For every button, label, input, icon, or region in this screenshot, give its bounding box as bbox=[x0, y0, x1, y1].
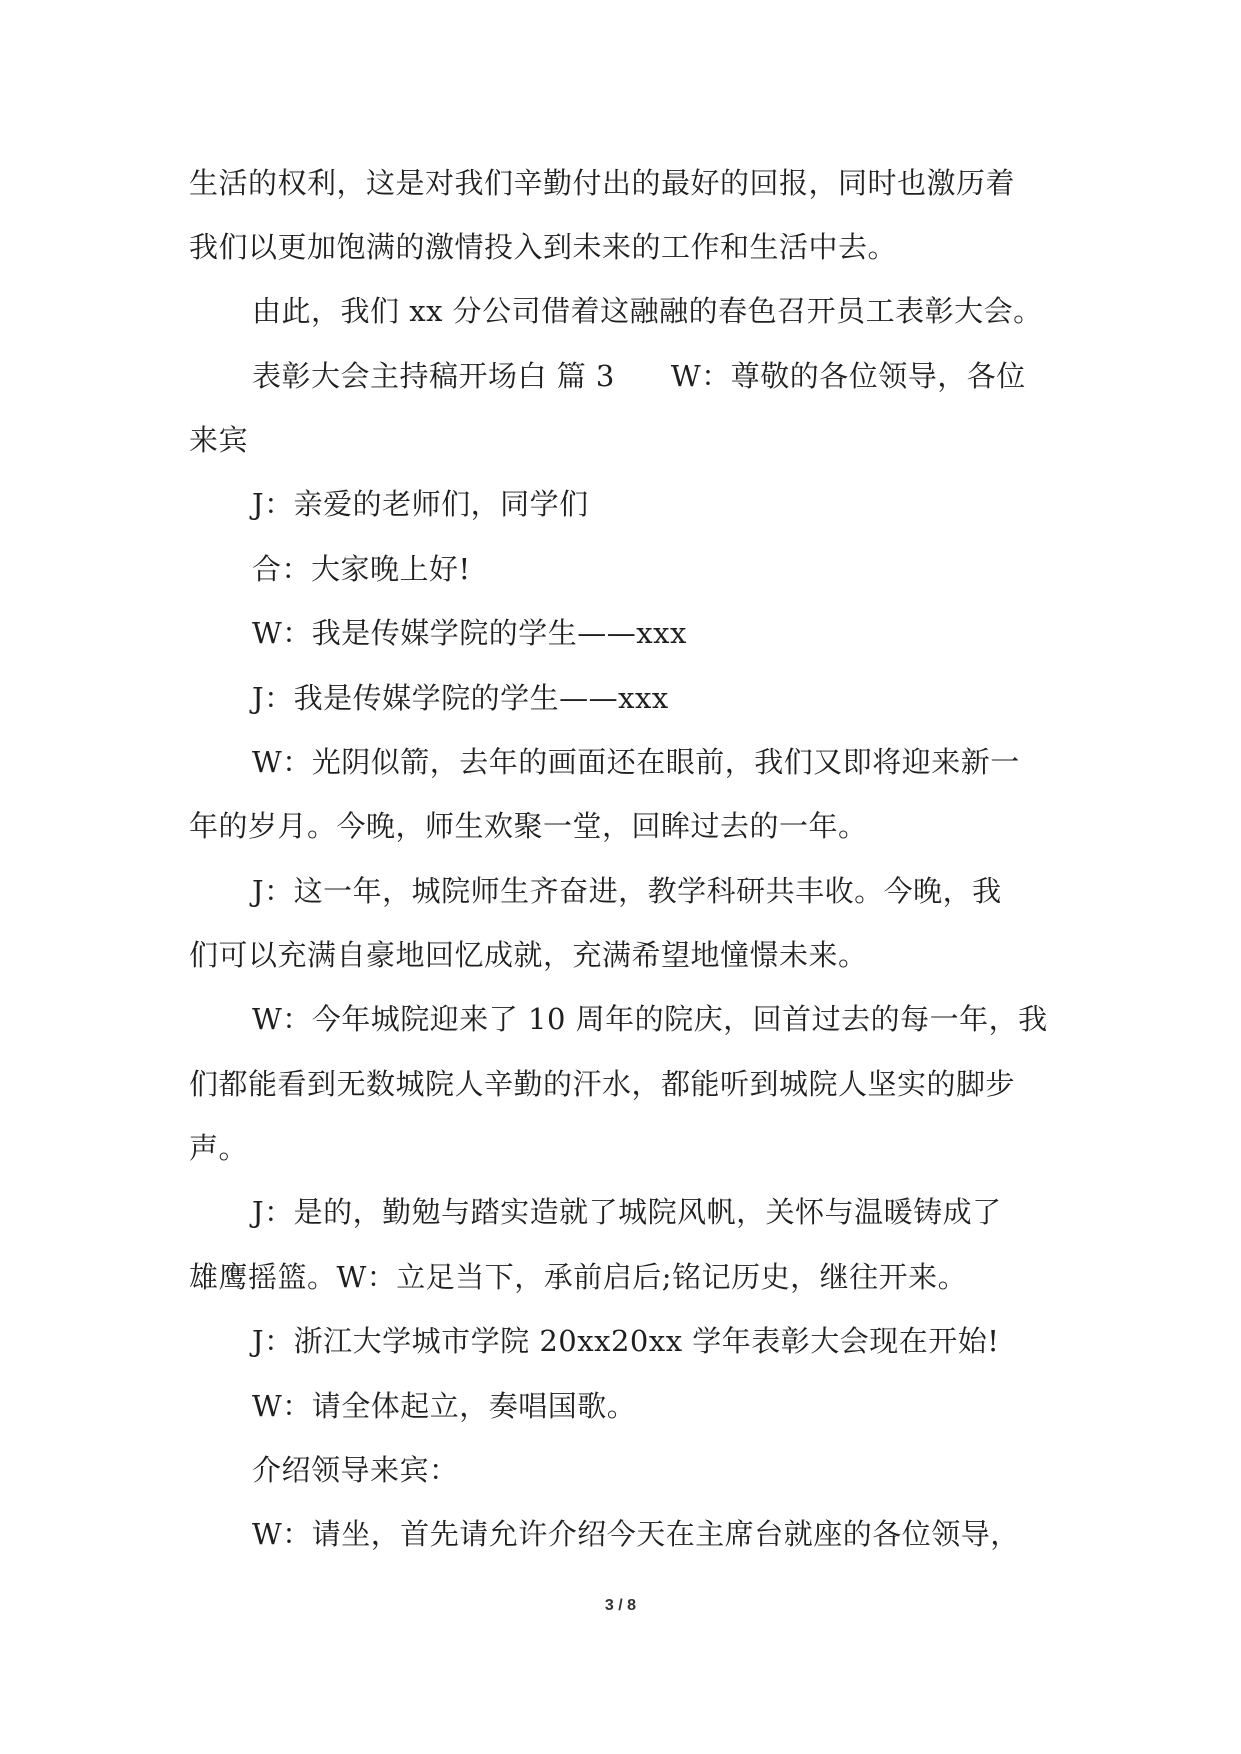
paragraph-line: 由此，我们 xx 分公司借着这融融的春色召开员工表彰大会。 bbox=[252, 294, 1043, 328]
section-heading: 表彰大会主持稿开场白 篇 3 bbox=[252, 359, 615, 393]
paragraph-line: 介绍领导来宾： bbox=[252, 1453, 459, 1487]
paragraph-text: W：尊敬的各位领导，各位 bbox=[670, 359, 1026, 393]
paragraph-line: 我们以更加饱满的激情投入到未来的工作和生活中去。 bbox=[189, 230, 898, 264]
paragraph-line: 年的岁月。今晚，师生欢聚一堂，回眸过去的一年。 bbox=[189, 809, 868, 843]
paragraph-line: J：我是传媒学院的学生——xxx bbox=[252, 681, 669, 715]
page-number: 3 / 8 bbox=[604, 1597, 637, 1614]
paragraph-line: W：请全体起立，奏唱国歌。 bbox=[252, 1389, 637, 1423]
paragraph-line: 们可以充满自豪地回忆成就，充满希望地憧憬未来。 bbox=[189, 938, 868, 972]
paragraph-line: 合：大家晚上好! bbox=[252, 552, 471, 586]
paragraph-line: 声。 bbox=[189, 1131, 249, 1165]
paragraph-line: J：浙江大学城市学院 20xx20xx 学年表彰大会现在开始! bbox=[252, 1324, 1000, 1358]
paragraph-line: 们都能看到无数城院人辛勤的汗水，都能听到城院人坚实的脚步 bbox=[189, 1067, 1016, 1101]
section-heading-line bbox=[252, 356, 1026, 396]
paragraph-line: J：亲爱的老师们，同学们 bbox=[252, 487, 589, 521]
paragraph-line: 生活的权利，这是对我们辛勤付出的最好的回报，同时也激历着 bbox=[189, 166, 1016, 200]
paragraph-line: 雄鹰摇篮。W：立足当下，承前启后;铭记历史，继往开来。 bbox=[189, 1260, 968, 1294]
paragraph-line: W：今年城院迎来了 10 周年的院庆，回首过去的每一年，我 bbox=[252, 1002, 1048, 1036]
paragraph-line: W：请坐，首先请允许介绍今天在主席台就座的各位领导， bbox=[252, 1517, 1020, 1551]
paragraph-line: 来宾 bbox=[189, 423, 249, 457]
paragraph-line: W：我是传媒学院的学生——xxx bbox=[252, 616, 687, 650]
paragraph-line: W：光阴似箭，去年的画面还在眼前，我们又即将迎来新一 bbox=[252, 745, 1020, 779]
paragraph-line: J：是的，勤勉与踏实造就了城院风帆，关怀与温暖铸成了 bbox=[252, 1195, 1002, 1229]
paragraph-line: J：这一年，城院师生齐奋进，教学科研共丰收。今晚，我 bbox=[252, 874, 1002, 908]
